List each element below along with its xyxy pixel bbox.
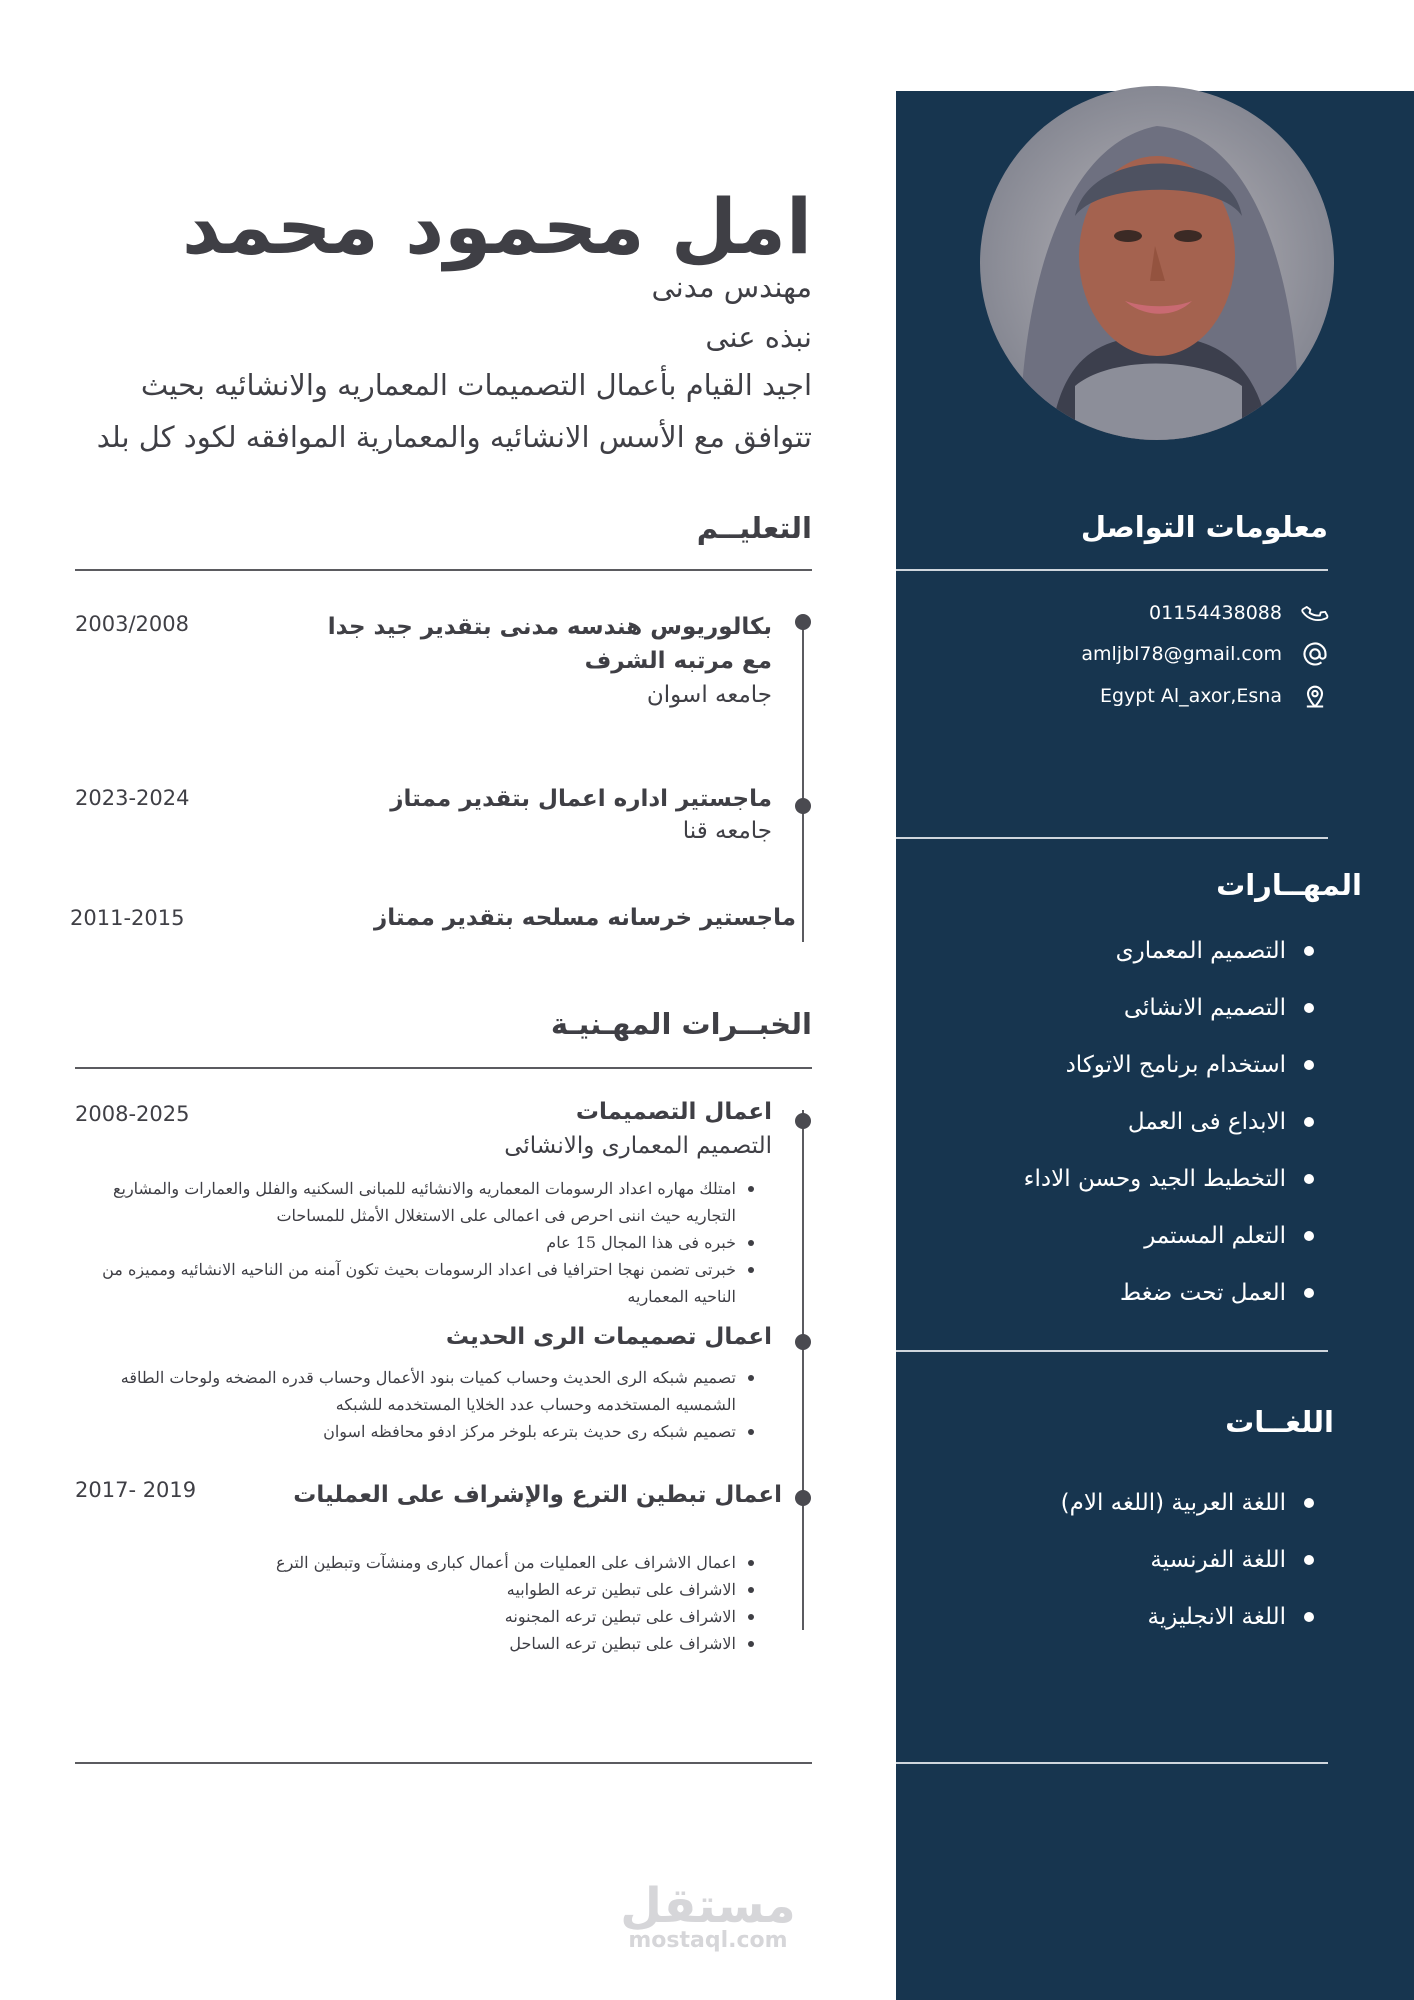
language-item	[792, 1490, 1314, 1516]
education-divider	[75, 569, 812, 571]
skill-item	[792, 995, 1314, 1021]
skill-item	[792, 1223, 1314, 1249]
bullet-dot	[1304, 1555, 1314, 1565]
skill-label: التعلم المستمر	[1144, 1223, 1286, 1249]
education-years: 2011-2015	[70, 906, 185, 930]
bullet-dot	[1304, 1060, 1314, 1070]
portrait-illustration	[980, 86, 1334, 440]
experience-years: 2008-2025	[75, 1102, 190, 1126]
bullet-dot	[1304, 1117, 1314, 1127]
education-school: جامعه اسوان	[646, 682, 772, 708]
experience-title: اعمال تصميمات الرى الحديث	[445, 1324, 772, 1350]
bullet-item: امتلك مهاره اعداد الرسومات المعماريه والانشائيه للمبانى السكنيه والفلل والعمارات والمشاريع التجاريه حيث اننى احرص فى اعمالى على الاستغلال الأمثل للمساحات	[80, 1175, 760, 1229]
location-text: Egypt Al_axor,Esna	[1099, 685, 1282, 707]
experience-timeline-line	[802, 1110, 804, 1630]
profile-photo	[980, 86, 1334, 440]
experience-title: اعمال التصميمات	[575, 1099, 772, 1125]
education-degree: ماجستير اداره اعمال بتقدير ممتاز	[390, 786, 772, 812]
education-years: 2003/2008	[75, 612, 189, 636]
timeline-dot	[795, 1113, 811, 1129]
languages-top-divider	[896, 1350, 1328, 1352]
experience-years: 2017- 2019	[75, 1478, 197, 1502]
mostaql-watermark	[618, 1878, 798, 1953]
education-school: جامعه قنا	[682, 818, 772, 844]
skill-item	[792, 938, 1314, 964]
timeline-dot	[795, 1490, 811, 1506]
experience-bullets	[80, 1175, 760, 1310]
about-label: نبذه عنى	[705, 320, 812, 354]
experience-title: اعمال تبطين الترع والإشراف على العمليات	[293, 1482, 782, 1508]
skill-item	[792, 1280, 1314, 1306]
watermark-latin: mostaql.com	[628, 1928, 788, 1953]
language-label: اللغة العربية (اللغه الام)	[1060, 1490, 1286, 1516]
timeline-dot	[795, 798, 811, 814]
language-item	[792, 1604, 1314, 1630]
phone-icon	[1300, 598, 1330, 628]
bullet-item: خبره فى هذا المجال 15 عام	[80, 1229, 760, 1256]
email-address[interactable]: amljbl78@gmail.com	[1081, 643, 1282, 665]
skills-top-divider	[896, 837, 1328, 839]
skill-item	[792, 1166, 1314, 1192]
skill-label: الابداع فى العمل	[1127, 1109, 1286, 1135]
timeline-dot	[795, 1334, 811, 1350]
experience-divider	[75, 1067, 812, 1069]
bullet-dot	[1304, 1174, 1314, 1184]
contact-divider	[896, 569, 1328, 571]
bullet-item: خبرتى تضمن نهجا احترافيا فى اعداد الرسومات بحيث تكون آمنه من الناحيه الانشائيه ومميزه من الناحيه المعماريه	[80, 1256, 760, 1310]
bullet-dot	[1304, 1231, 1314, 1241]
education-timeline-line	[802, 620, 804, 942]
education-degree: بكالوريوس هندسه مدنى بتقدير جيد جدا مع مرتبه الشرف	[327, 614, 772, 674]
bullet-item: الاشراف على تبطين ترعه المجنونه	[80, 1603, 760, 1630]
language-label: اللغة الانجليزية	[1147, 1604, 1286, 1630]
languages-section-title: اللغــات	[1225, 1405, 1334, 1439]
language-item	[792, 1547, 1314, 1573]
skill-item	[792, 1109, 1314, 1135]
person-name: امل محمود محمد	[182, 182, 812, 271]
skill-label: استخدام برنامج الاتوكاد	[1065, 1052, 1286, 1078]
bullet-dot	[1304, 946, 1314, 956]
experience-section-title: الخبــرات المهـنيـة	[550, 1007, 812, 1041]
phone-number[interactable]: 01154438088	[1149, 602, 1282, 624]
contact-phone-row	[1040, 597, 1330, 629]
education-degree: ماجستير خرسانه مسلحه بتقدير ممتاز	[374, 905, 796, 931]
bullet-item: الاشراف على تبطين ترعه الساحل	[80, 1630, 760, 1657]
skill-label: التخطيط الجيد وحسن الاداء	[1023, 1166, 1286, 1192]
email-at-icon	[1300, 639, 1330, 669]
watermark-arabic: مستقل	[620, 1878, 796, 1934]
bottom-divider	[75, 1762, 812, 1764]
skill-item	[792, 1052, 1314, 1078]
sidebar-bottom-divider	[896, 1762, 1328, 1764]
bullet-dot	[1304, 1612, 1314, 1622]
bullet-item: تصميم شبكه الرى الحديث وحساب كميات بنود الأعمال وحساب قدره المضخه ولوحات الطاقه الشمسيه المستخدمه وحساب عدد الخلايا المستخدمه للشبكه	[80, 1364, 760, 1418]
skill-label: التصميم المعمارى	[1115, 938, 1286, 964]
about-text-line-1: اجيد القيام بأعمال التصميمات المعماريه والانشائيه بحيث	[140, 368, 812, 402]
language-label: اللغة الفرنسية	[1150, 1547, 1286, 1573]
skill-label: العمل تحت ضغط	[1119, 1280, 1286, 1306]
skill-label: التصميم الانشائى	[1123, 995, 1286, 1021]
experience-bullets	[80, 1364, 760, 1445]
bullet-dot	[1304, 1288, 1314, 1298]
skills-section-title: المهــارات	[1216, 868, 1362, 902]
bullet-item: اعمال الاشراف على العمليات من أعمال كبارى ومنشآت وتبطين الترع	[80, 1549, 760, 1576]
bullet-dot	[1304, 1498, 1314, 1508]
contact-section-title: معلومات التواصل	[1080, 510, 1328, 544]
bullet-item: تصميم شبكه رى حديث بترعه بلوخر مركز ادفو محافظه اسوان	[80, 1418, 760, 1445]
timeline-dot	[795, 614, 811, 630]
bullet-dot	[1304, 1003, 1314, 1013]
contact-location-row	[1040, 680, 1330, 712]
experience-subtitle: التصميم المعمارى والانشائى	[504, 1133, 772, 1159]
about-text-line-2: تتوافق مع الأسس الانشائيه والمعمارية الموافقه لكود كل بلد	[96, 420, 812, 454]
job-title: مهندس مدنى	[651, 270, 812, 304]
experience-bullets	[80, 1549, 760, 1657]
education-years: 2023-2024	[75, 786, 190, 810]
education-section-title: التعليــم	[696, 511, 812, 545]
location-pin-icon	[1300, 681, 1330, 711]
bullet-item: الاشراف على تبطين ترعه الطوابيه	[80, 1576, 760, 1603]
contact-email-row	[1040, 638, 1330, 670]
